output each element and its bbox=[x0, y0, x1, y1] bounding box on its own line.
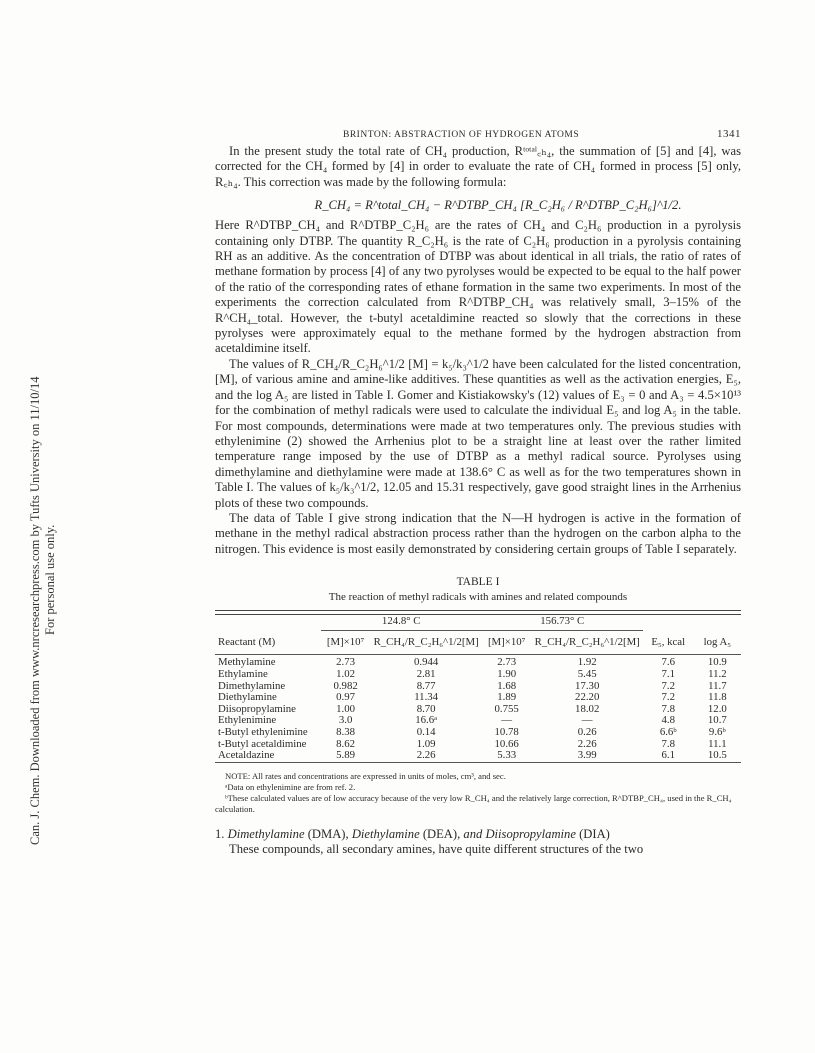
ratio-2-cell: — bbox=[581, 714, 593, 727]
loga-cell: 10.9 bbox=[707, 656, 727, 669]
ratio-1-cell: 8.77 bbox=[416, 679, 436, 692]
loga-cell: 12.0 bbox=[707, 702, 727, 715]
loga-cell: 10.5 bbox=[707, 749, 727, 762]
table-note-general: NOTE: All rates and concentrations are expressed in units of moles, cm³, and sec. bbox=[225, 770, 506, 781]
running-title: BRINTON: ABSTRACTION OF HYDROGEN ATOMS bbox=[343, 130, 580, 140]
table-caption: TABLE I bbox=[456, 576, 500, 589]
temp-header-2: 156.73° C bbox=[482, 616, 643, 630]
download-watermark-sidebar bbox=[0, 0, 56, 1053]
ratio-2-cell: 1.92 bbox=[577, 656, 597, 669]
section-abbr-a: (DMA), bbox=[307, 826, 349, 841]
col-header-reactant: Reactant (M) bbox=[218, 635, 276, 648]
reactant-cell: t-Butyl acetaldimine bbox=[218, 737, 307, 750]
loga-cell: 11.7 bbox=[708, 679, 727, 692]
paragraph-3: The values of R_CH₄/R_C₂H₆^1/2 [M] = k₅/k₃^1/2 have been calculated for the listed concentration, [M], of various amine and amine-like additives. These quantities as well as the activation energies, E₅, and the log A₅ are listed in Table I. Gomer and Kistiakowsky's (12) values of E₃ = 0 and A₃ = 4.5×10¹³ for the combination of methyl radicals were used to calculate the individual E₅ and log A₅ in the table. For most compounds, determinations were made at two temperatures only. The previous studies with ethylenimine (2) showed the Arrhenius plot to be a straight line at least over the rather limited temperature range imposed by the use of DTBP as a methyl radical source. Pyrolyses using dimethylamine and diethylamine were made at 138.6° C as well as for the two temperatures shown in Table I. The values of k₅/k₃^1/2, 12.05 and 15.31 respectively, gave good straight lines in the Arrhenius plots of these two compounds. bbox=[215, 356, 741, 510]
section-title-c: and Diisopropylamine bbox=[463, 826, 576, 841]
conc-1-cell: 3.0 bbox=[338, 714, 353, 727]
col-header-energy: E₅, kcal bbox=[651, 635, 686, 648]
reactant-cell: Acetaldazine bbox=[218, 749, 275, 762]
ratio-2-cell: 2.26 bbox=[577, 737, 597, 750]
section-title-b: Diethylamine bbox=[351, 826, 420, 841]
ratio-1-cell: 1.09 bbox=[416, 737, 436, 750]
conc-2-cell: 5.33 bbox=[497, 749, 517, 762]
table-note-a: ᵃData on ethylenimine are from ref. 2. bbox=[225, 781, 356, 792]
section-paragraph: These compounds, all secondary amines, have quite different structures of the two bbox=[229, 842, 644, 857]
running-header bbox=[215, 128, 741, 144]
ratio-1-cell: 8.70 bbox=[416, 702, 436, 715]
table-subcaption: The reaction of methyl radicals with amines and related compounds bbox=[328, 591, 628, 604]
reactant-cell: Dimethylamine bbox=[218, 679, 286, 692]
correction-formula: R_CH₄ = R^total_CH₄ − R^DTBP_CH₄ [R_C₂H₆ / R^DTBP_C₂H₆]^1/2. bbox=[314, 198, 682, 213]
download-watermark-text bbox=[28, 145, 58, 845]
ratio-2-cell: 5.45 bbox=[577, 667, 597, 680]
ratio-1-cell: 0.14 bbox=[416, 725, 436, 738]
ratio-2-cell: 22.20 bbox=[575, 691, 600, 704]
ratio-2-cell: 18.02 bbox=[575, 702, 600, 715]
reactant-cell: Ethylamine bbox=[218, 667, 268, 680]
reactant-cell: Diethylamine bbox=[218, 691, 277, 704]
table-notes bbox=[215, 771, 741, 815]
conc-2-cell: 1.68 bbox=[497, 679, 517, 692]
energy-cell: 7.6 bbox=[661, 656, 675, 669]
reactant-cell: t-Butyl ethylenimine bbox=[218, 725, 308, 738]
ratio-1-cell: 11.34 bbox=[414, 691, 439, 704]
loga-cell: 9.6ᵇ bbox=[708, 725, 726, 738]
col-header-conc-2: [M]×10⁷ bbox=[487, 635, 526, 648]
conc-1-cell: 5.89 bbox=[336, 749, 356, 762]
conc-1-cell: 8.38 bbox=[336, 725, 356, 738]
conc-1-cell: 0.982 bbox=[333, 679, 358, 692]
table-note-b: ᵇThese calculated values are of low accuracy because of the very low R_CH₄ and the relatively large correction, R^DTBP_CH₄, used in the R_CH₄ calculation. bbox=[215, 792, 732, 814]
ratio-1-cell: 16.6ᵃ bbox=[415, 714, 438, 727]
loga-cell: 11.1 bbox=[708, 737, 727, 750]
conc-1-cell: 1.02 bbox=[336, 667, 356, 680]
section-abbr-c: (DIA) bbox=[579, 826, 610, 841]
energy-cell: 4.8 bbox=[661, 714, 675, 727]
conc-2-cell: 1.90 bbox=[497, 667, 517, 680]
table-row bbox=[215, 669, 741, 681]
loga-cell: 11.8 bbox=[708, 691, 727, 704]
col-header-ratio-2: R_CH₄/R_C₂H₆^1/2[M] bbox=[534, 635, 640, 648]
conc-2-cell: 1.89 bbox=[497, 691, 517, 704]
reactant-cell: Diisopropylamine bbox=[218, 702, 296, 715]
conc-2-cell: — bbox=[501, 714, 513, 727]
watermark-line-1: Can. J. Chem. Downloaded from www.nrcresearchpress.com by Tufts University on 11/10/14 bbox=[28, 376, 42, 845]
data-table bbox=[215, 610, 741, 765]
energy-cell: 7.2 bbox=[661, 679, 675, 692]
loga-cell: 10.7 bbox=[707, 714, 727, 727]
temp-header-1: 124.8° C bbox=[321, 616, 482, 630]
article-page bbox=[215, 128, 741, 858]
page-number: 1341 bbox=[717, 128, 741, 140]
energy-cell: 6.1 bbox=[661, 749, 675, 762]
ratio-2-cell: 17.30 bbox=[575, 679, 600, 692]
col-header-conc-1: [M]×10⁷ bbox=[326, 635, 365, 648]
energy-cell: 6.6ᵇ bbox=[659, 725, 677, 738]
conc-2-cell: 2.73 bbox=[497, 656, 517, 669]
table-row bbox=[215, 692, 741, 704]
ratio-2-cell: 3.99 bbox=[577, 749, 597, 762]
paragraph-2: Here R^DTBP_CH₄ and R^DTBP_C₂H₆ are the rates of CH₄ and C₂H₆ production in a pyrolysis containing only DTBP. The quantity R_C₂H₆ is the rate of C₂H₆ production in a pyrolysis containing RH as an additive. As the concentration of DTBP was about identical in all trials, the ratio of rates of methane formation by process [4] of any two pyrolyses would be expected to be equal to the half power of the ratio of the corresponding rates of ethane formation in the same two experiments. In most of the experiments the correction calculated from R^DTBP_CH₄ was relatively small, 3–15% of the R^CH₄_total. However, the t-butyl acetaldimine reacted so slowly that the corrections in these pyrolyses were approximately equal to the methane formed by the hydrogen abstraction from acetaldimine itself. bbox=[215, 218, 741, 356]
ratio-2-cell: 0.26 bbox=[577, 725, 597, 738]
energy-cell: 7.1 bbox=[661, 667, 675, 680]
ratio-1-cell: 0.944 bbox=[413, 656, 439, 669]
conc-2-cell: 10.66 bbox=[494, 737, 519, 750]
conc-1-cell: 1.00 bbox=[336, 702, 356, 715]
energy-cell: 7.2 bbox=[661, 691, 675, 704]
energy-cell: 7.8 bbox=[661, 737, 675, 750]
conc-2-cell: 0.755 bbox=[494, 702, 519, 715]
conc-1-cell: 0.97 bbox=[336, 691, 356, 704]
energy-cell: 7.8 bbox=[661, 702, 675, 715]
paragraph-4: The data of Table I give strong indication that the N—H hydrogen is active in the formation of methane in the methyl radical abstraction process rather than the hydrogen on the carbon alpha to the nitrogen. This evidence is most easily demonstrated by considering certain groups of Table I separately. bbox=[215, 510, 741, 556]
conc-1-cell: 8.62 bbox=[336, 737, 356, 750]
ratio-1-cell: 2.81 bbox=[416, 667, 436, 680]
reactant-cell: Methylamine bbox=[218, 656, 276, 669]
section-heading bbox=[215, 827, 741, 842]
conc-2-cell: 10.78 bbox=[494, 725, 519, 738]
loga-cell: 11.2 bbox=[708, 667, 727, 680]
reactant-cell: Ethylenimine bbox=[218, 714, 277, 727]
col-header-ratio-1: R_CH₄/R_C₂H₆^1/2[M] bbox=[373, 635, 479, 648]
ratio-1-cell: 2.26 bbox=[416, 749, 436, 762]
section-abbr-b: (DEA), bbox=[422, 826, 461, 841]
paragraph-1: In the present study the total rate of CH₄ production, Rᵗᵒᵗᵃˡ꜀ₕ₄, the summation of [5] and [4], was corrected for the CH₄ formed by [4] in order to evaluate the rate of CH₄ formed in process [5] only, R꜀ₕ₄. This correction was made by the following formula: bbox=[215, 144, 741, 189]
section-number: 1. bbox=[215, 826, 225, 841]
table-row bbox=[215, 727, 741, 739]
section-title-a: Dimethylamine bbox=[227, 826, 305, 841]
col-header-loga: log A₅ bbox=[703, 635, 732, 648]
conc-1-cell: 2.73 bbox=[336, 656, 356, 669]
table-row bbox=[215, 750, 741, 762]
watermark-line-2: For personal use only. bbox=[43, 524, 57, 635]
